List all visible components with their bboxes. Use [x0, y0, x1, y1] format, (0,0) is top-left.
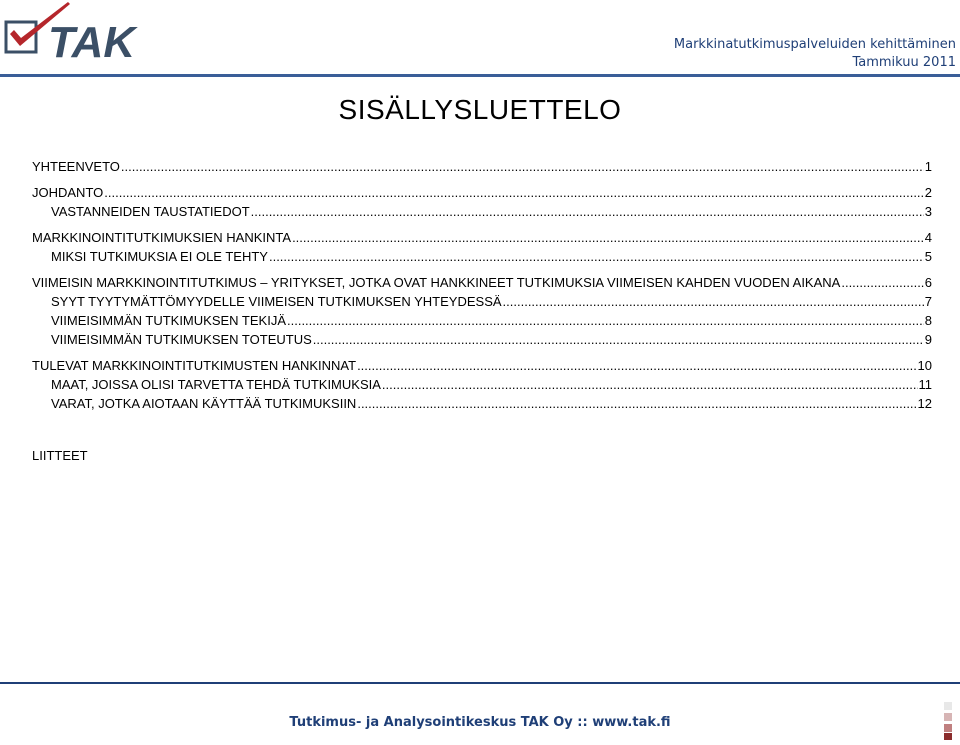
page-title: SISÄLLYSLUETTELO [338, 94, 622, 125]
toc-leader [121, 157, 924, 176]
toc-leader [251, 202, 924, 221]
logo-text: TAK [48, 18, 136, 64]
toc-entry-introduction[interactable] [32, 183, 932, 202]
toc-leader [287, 311, 924, 330]
toc-entry-latest-research-execution[interactable] [32, 330, 932, 349]
toc-page-number: 8 [924, 313, 932, 328]
footer-decoration [942, 702, 954, 740]
toc-label: VIIMEISIMMÄN TUTKIMUKSEN TOTEUTUS [51, 332, 312, 347]
toc-label: SYYT TYYTYMÄTTÖMYYDELLE VIIMEISEN TUTKIMUKSEN YHTEYDESSÄ [51, 294, 502, 309]
toc-leader [382, 375, 918, 394]
toc-label: YHTEENVETO [32, 159, 120, 174]
toc-leader [503, 292, 924, 311]
toc-page-number: 5 [924, 249, 932, 264]
toc-label: TULEVAT MARKKINOINTITUTKIMUSTEN HANKINNAT [32, 358, 357, 373]
toc-label: MAAT, JOISSA OLISI TARVETTA TEHDÄ TUTKIMUKSIA [51, 377, 381, 392]
toc-page-number: 1 [924, 159, 932, 174]
appendix-heading: LIITTEET [32, 448, 88, 463]
toc-entry-research-procurement[interactable] [32, 228, 932, 247]
toc-page-number: 3 [924, 204, 932, 219]
toc-label: VARAT, JOTKA AIOTAAN KÄYTTÄÄ TUTKIMUKSIIN [51, 396, 357, 411]
toc-page-number: 4 [924, 230, 932, 245]
toc-entry-research-budget[interactable] [32, 394, 932, 413]
toc-page-number: 7 [924, 294, 932, 309]
tak-logo [4, 2, 144, 64]
toc-label: JOHDANTO [32, 185, 104, 200]
toc-entry-why-no-research[interactable] [32, 247, 932, 266]
toc-entry-dissatisfaction-reasons[interactable] [32, 292, 932, 311]
toc-page-number: 2 [924, 185, 932, 200]
toc-label: VIIMEISIMMÄN TUTKIMUKSEN TEKIJÄ [51, 313, 286, 328]
toc-entry-respondent-background[interactable] [32, 202, 932, 221]
toc-leader [841, 273, 923, 292]
header-subtitle: Markkinatutkimuspalveluiden kehittäminen [673, 37, 956, 52]
toc-page-number: 12 [917, 396, 932, 411]
header-date: Tammikuu 2011 [852, 55, 956, 70]
toc-label: VASTANNEIDEN TAUSTATIEDOT [51, 204, 250, 219]
toc-page-number: 10 [917, 358, 932, 373]
toc-leader [104, 183, 924, 202]
header-info [674, 36, 956, 72]
toc-label: MIKSI TUTKIMUKSIA EI OLE TEHTY [51, 249, 268, 264]
toc-entry-latest-research-provider[interactable] [32, 311, 932, 330]
toc-leader [292, 228, 924, 247]
toc-page-number: 9 [924, 332, 932, 347]
toc-entry-summary[interactable] [32, 157, 932, 176]
toc-entry-target-countries[interactable] [32, 375, 932, 394]
toc-page-number: 11 [918, 377, 932, 392]
toc-label: MARKKINOINTITUTKIMUKSIEN HANKINTA [32, 230, 292, 245]
toc-label: VIIMEISIN MARKKINOINTITUTKIMUS – YRITYKSET, JOTKA OVAT HANKKINEET TUTKIMUKSIA VIIMEISEN KAHDEN VUODEN AIKANA [32, 275, 841, 290]
toc-entry-future-procurements[interactable] [32, 356, 932, 375]
table-of-contents [32, 157, 932, 413]
toc-leader [269, 247, 924, 266]
footer-divider [0, 682, 960, 684]
toc-page-number: 6 [924, 275, 932, 290]
toc-leader [357, 394, 916, 413]
toc-leader [313, 330, 924, 349]
toc-leader [357, 356, 916, 375]
footer-text: Tutkimus- ja Analysointikeskus TAK Oy :: www.tak.fi [289, 715, 671, 730]
tak-logo-mark [4, 2, 144, 64]
header-divider [0, 74, 960, 77]
toc-entry-latest-research[interactable] [32, 273, 932, 292]
